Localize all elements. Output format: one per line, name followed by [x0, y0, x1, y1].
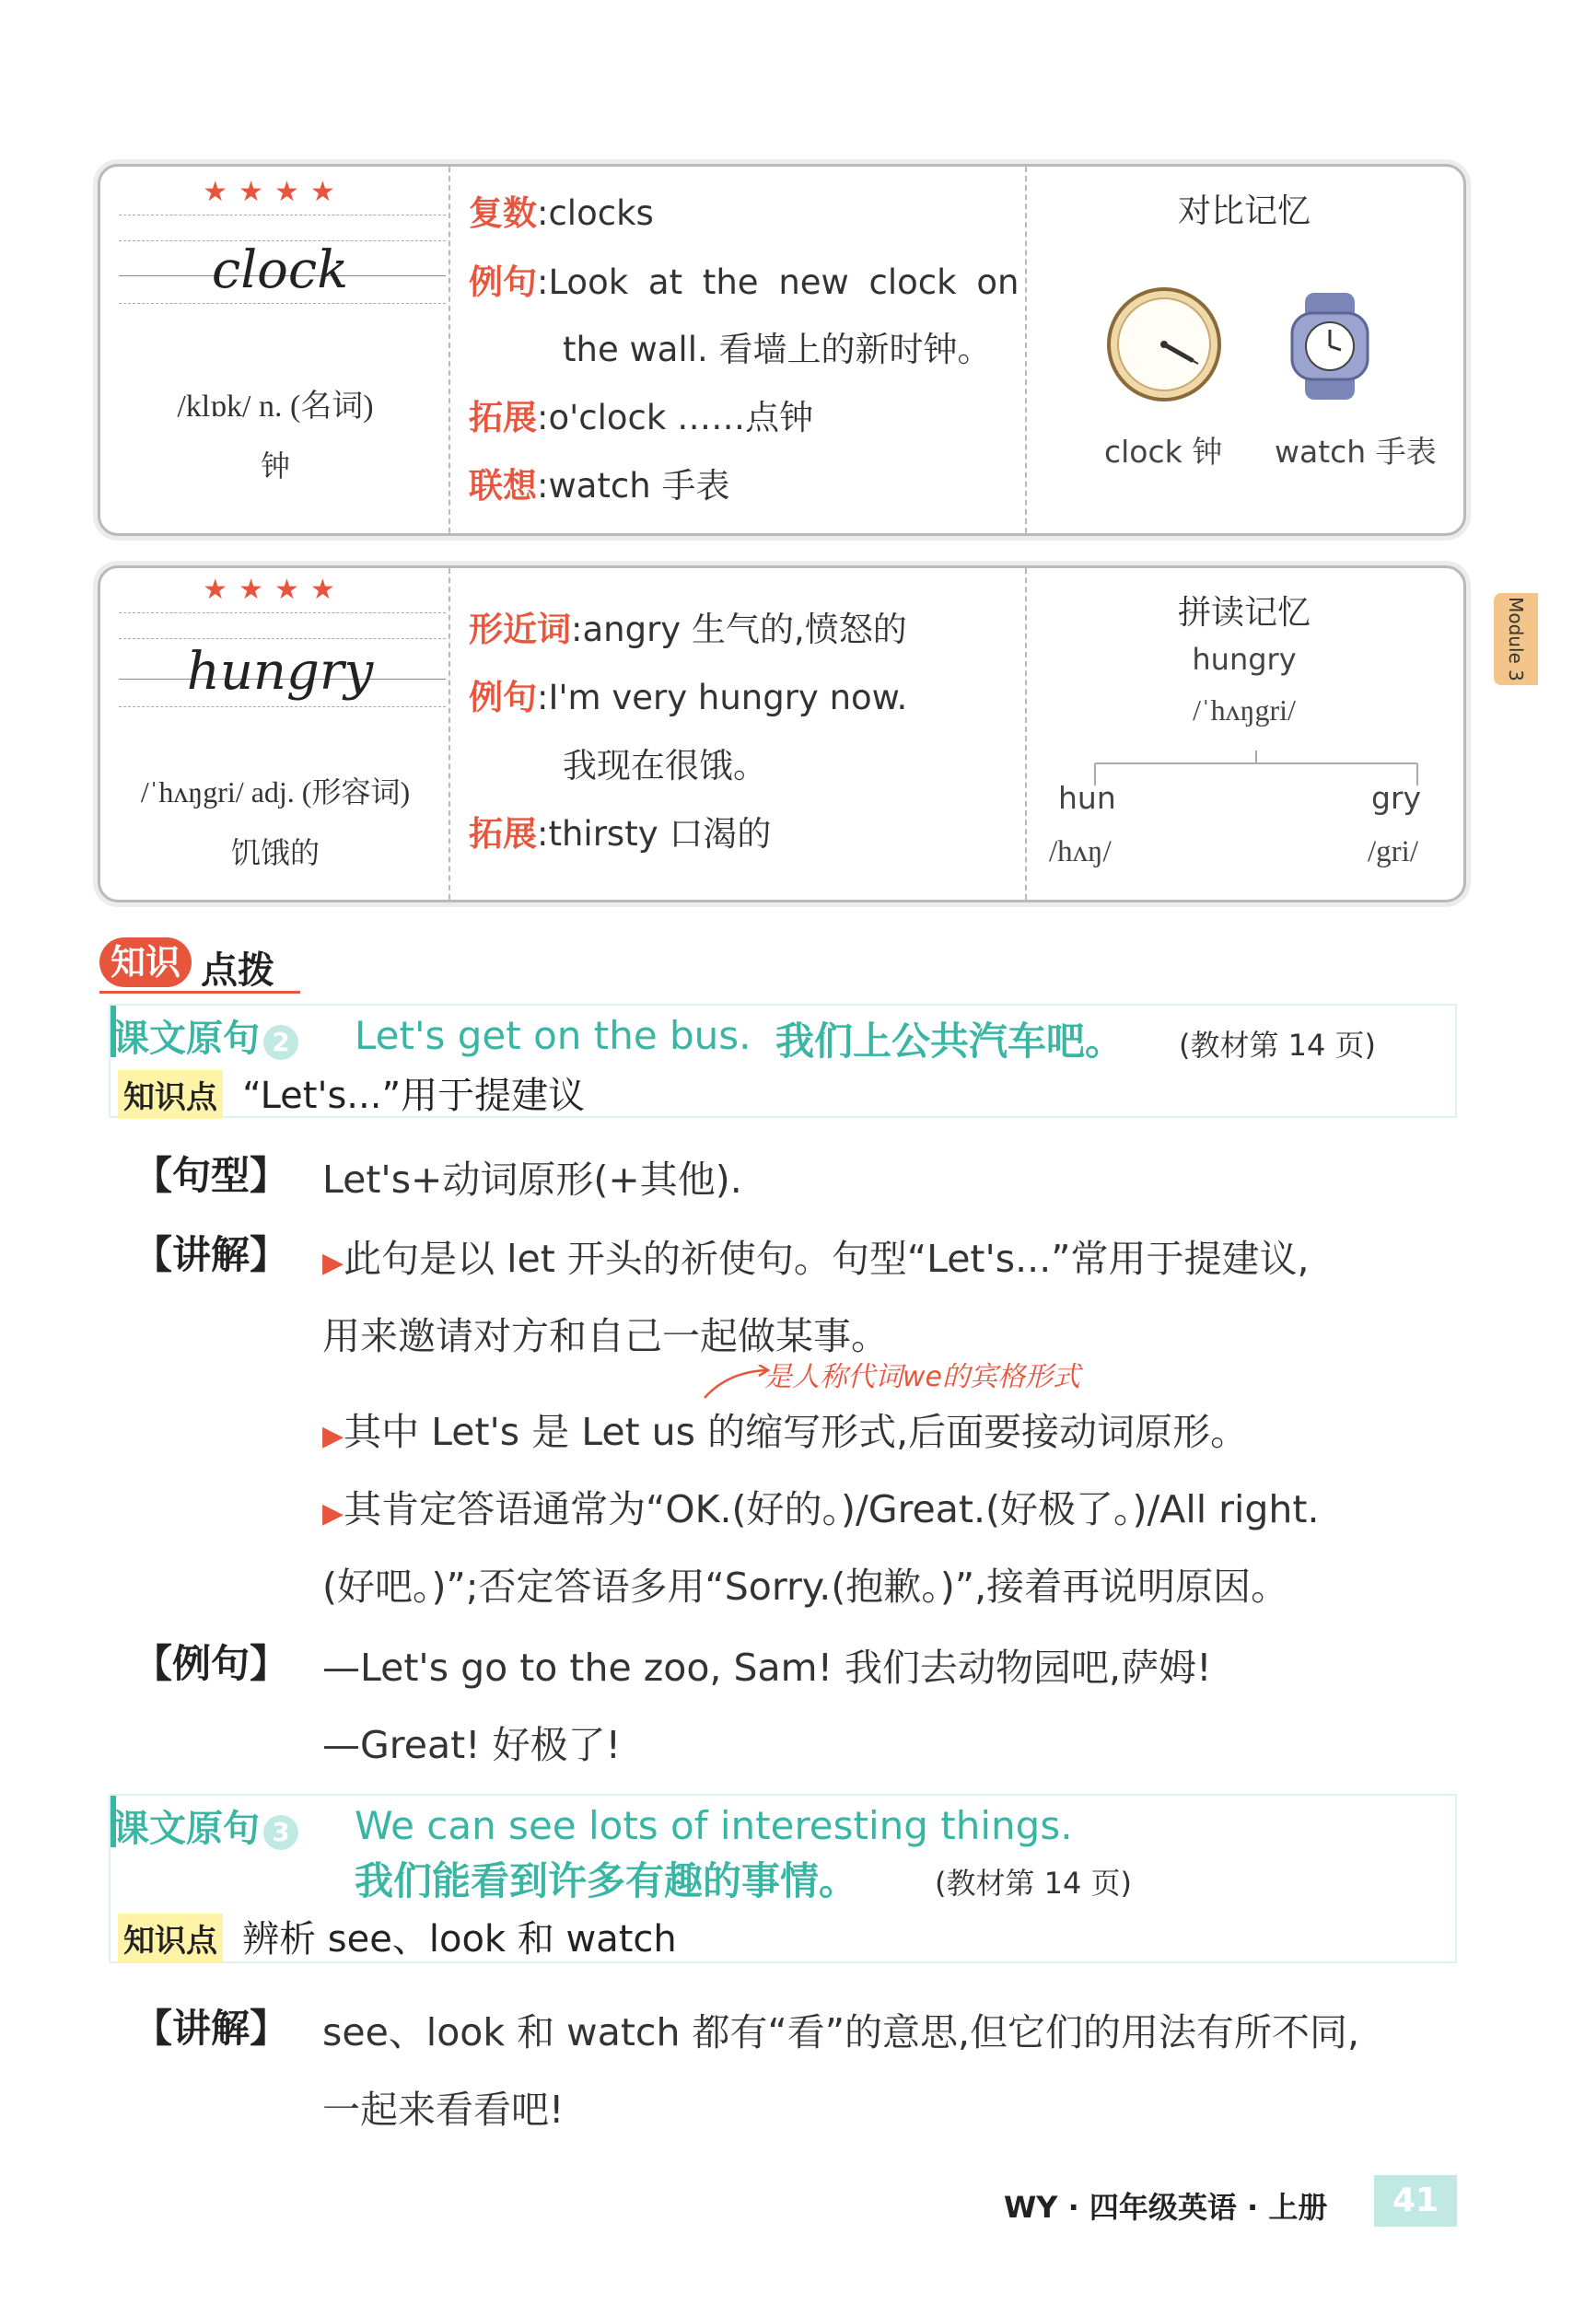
watch-icon	[1279, 291, 1380, 401]
plural-row: 复数:clocks	[469, 193, 654, 233]
meaning: 饥饿的	[230, 835, 320, 870]
spell-title: 拼读记忆	[1177, 594, 1311, 632]
phonetic: /ˈhʌŋgri/ adj. (形容词)	[140, 775, 411, 809]
handwritten-note: 是人称代词we的宾格形式	[764, 1361, 1080, 1393]
phonetic: /klɒk/ n. (名词)	[177, 390, 374, 424]
explain-3b: (好吧。)”;否定答语多用“Sorry.(抱歉。)”,接着再说明原因。	[322, 1565, 1289, 1609]
vocab-card-hungry	[98, 565, 1466, 902]
spell-word: hungry	[1192, 642, 1297, 677]
explain-1a: ▶此句是以 let 开头的祈使句。句型“Let's...”常用于提建议,	[322, 1237, 1310, 1281]
page-number: 41	[1374, 2175, 1457, 2227]
example-1: —Let's go to the zoo, Sam! 我们去动物园吧,萨姆!	[322, 1646, 1212, 1690]
example-2: —Great! 好极了!	[322, 1723, 622, 1767]
clock-image-label: clock 钟	[1104, 434, 1223, 470]
pattern-heading: 【句型】	[134, 1153, 289, 1198]
section-title: 知识 点拨	[99, 937, 300, 993]
example-row-2: the wall. 看墙上的新时钟。	[563, 330, 992, 369]
headword: clock	[211, 240, 349, 300]
part-1: hun	[1058, 780, 1116, 816]
watch-image-label: watch 手表	[1275, 434, 1437, 470]
page-ref: (教材第 14 页)	[1179, 1028, 1377, 1063]
explain-heading: 【讲解】	[134, 1232, 289, 1277]
module-tab: Module 3	[1494, 593, 1538, 685]
star-rating: ★★★★	[203, 176, 346, 208]
explain2-a: see、look 和 watch 都有“看”的意思,但它们的用法有所不同,	[322, 2010, 1360, 2054]
text-sentence-3: 课文原句 3 We can see lots of interesting things. 我们能看到许多有趣的事情。 (教材第 14 页) 知识点 辨析 see、look 和 watch	[109, 1794, 1457, 1963]
sentence-en: We can see lots of interesting things.	[355, 1803, 1073, 1848]
example-row-2: 我现在很饿。	[563, 746, 767, 785]
clock-icon	[1104, 285, 1224, 404]
explain-1b: 用来邀请对方和自己一起做某事。	[322, 1314, 889, 1358]
star-rating: ★★★★	[203, 574, 346, 606]
vocab-card-clock	[98, 164, 1466, 536]
extend-row: 拓展:o'clock ……点钟	[469, 398, 814, 437]
example-row: 例句:Look at the new clock on	[469, 262, 1019, 302]
example-heading: 【例句】	[134, 1641, 289, 1686]
part-2-phonetic: /gri/	[1368, 835, 1418, 868]
similar-row: 形近词:angry 生气的,愤怒的	[469, 610, 907, 649]
spell-phonetic: /ˈhʌŋgri/	[1193, 693, 1296, 727]
pattern-text: Let's+动词原形(+其他).	[322, 1158, 742, 1202]
part-1-phonetic: /hʌŋ/	[1049, 835, 1112, 868]
example-row: 例句:I'm very hungry now.	[469, 678, 908, 717]
note-arrow-icon	[700, 1365, 774, 1402]
part-2: gry	[1371, 780, 1422, 816]
headword: hungry	[186, 642, 374, 702]
explain-2: ▶其中 Let's 是 Let us 的缩写形式,后面要接动词原形。	[322, 1410, 1249, 1454]
extend-row: 拓展:thirsty 口渴的	[469, 814, 772, 854]
knowledge-point: 知识点 辨析 see、look 和 watch	[118, 1910, 677, 1962]
footer-book-title: WY · 四年级英语 · 上册	[1004, 2190, 1328, 2225]
explain-3a: ▶其肯定答语通常为“OK.(好的。)/Great.(好极了。)/All right.	[322, 1487, 1320, 1531]
sentence-cn: 我们上公共汽车吧。	[775, 1018, 1124, 1064]
knowledge-point: 知识点 “Let's...”用于提建议	[118, 1066, 585, 1119]
sentence-en: Let's get on the bus.	[355, 1013, 751, 1058]
text-sentence-2: 课文原句 2 Let's get on the bus. 我们上公共汽车吧。 (教材第 14 页) 知识点 “Let's...”用于提建议	[109, 1004, 1457, 1118]
assoc-row: 联想:watch 手表	[469, 466, 730, 506]
compare-title: 对比记忆	[1177, 192, 1311, 230]
sentence-cn: 我们能看到许多有趣的事情。	[355, 1858, 858, 1903]
explain2-heading: 【讲解】	[134, 2006, 289, 2051]
page-ref: (教材第 14 页)	[935, 1866, 1133, 1901]
meaning: 钟	[260, 448, 290, 483]
explain2-b: 一起来看看吧!	[322, 2088, 565, 2132]
